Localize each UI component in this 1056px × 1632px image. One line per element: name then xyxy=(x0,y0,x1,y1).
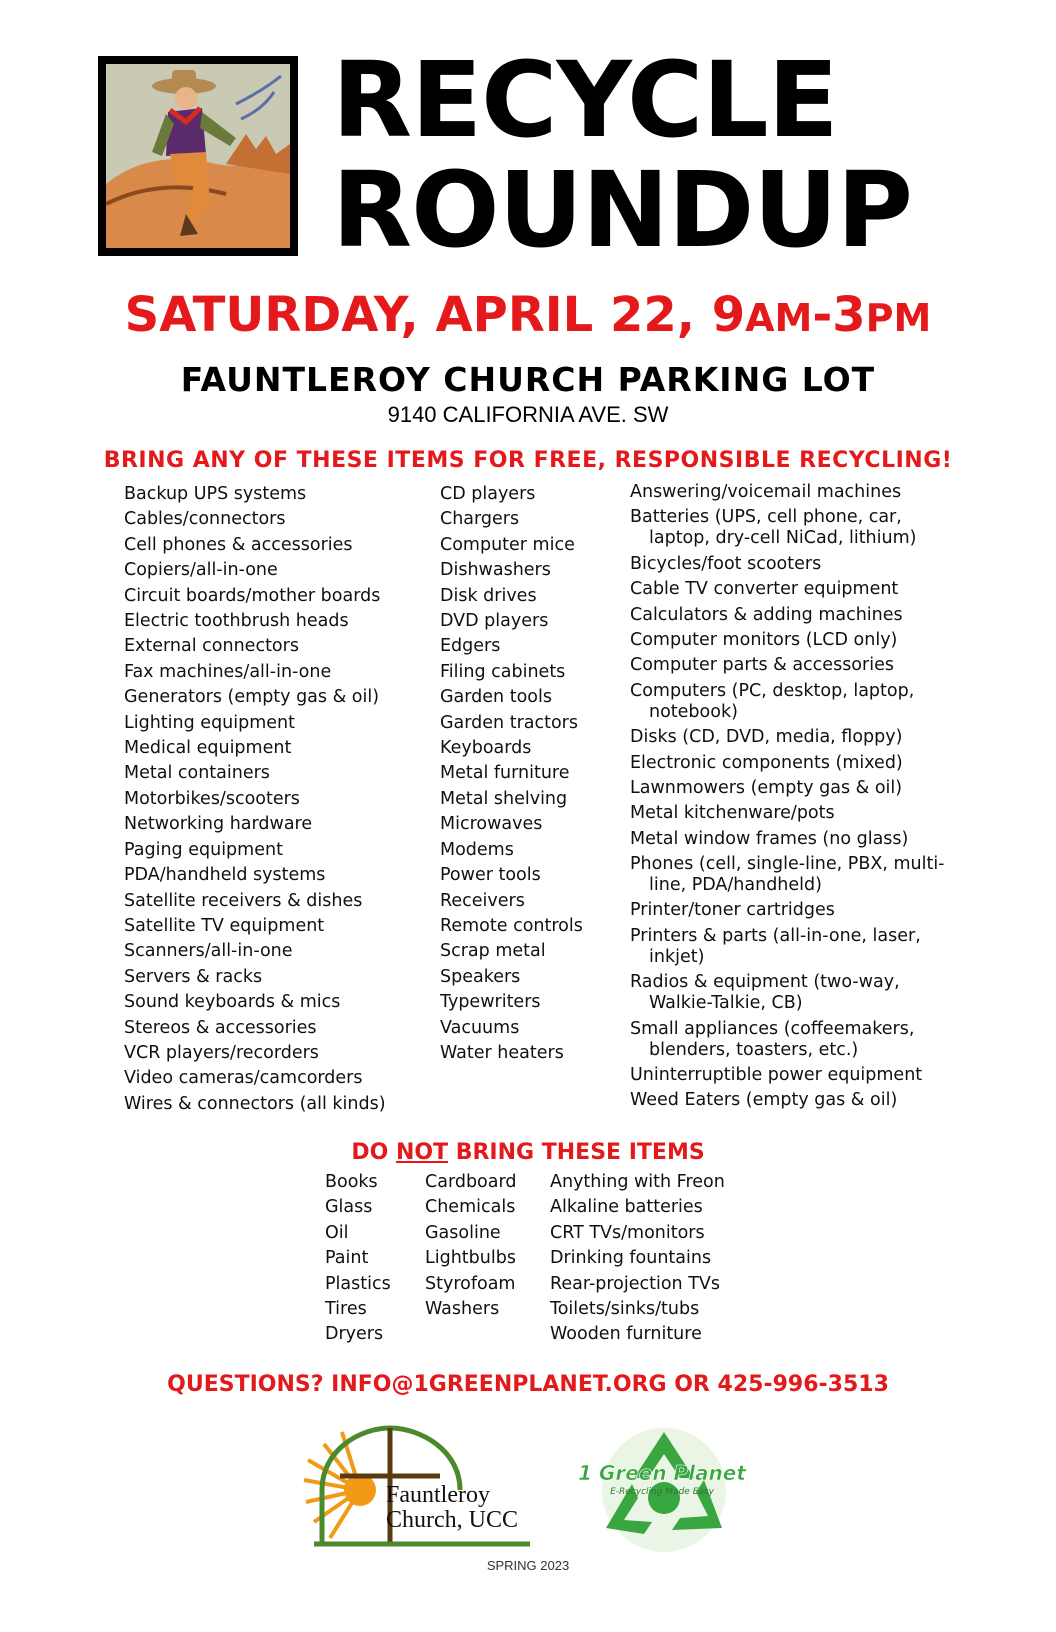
list-item: Metal shelving xyxy=(440,788,568,809)
list-item: Water heaters xyxy=(440,1042,564,1063)
list-item: Speakers xyxy=(440,966,521,987)
list-item: Metal window frames (no glass) xyxy=(630,828,909,849)
list-item: Dishwashers xyxy=(440,560,551,581)
list-item: Computer parts & accessories xyxy=(630,655,894,676)
event-day: SATURDAY, APRIL 22, xyxy=(124,287,712,343)
accepted-column-2 xyxy=(440,482,583,1066)
list-item: Radios & equipment (two-way, Walkie-Talkie, CB) xyxy=(630,972,900,1014)
rejected-heading-before: DO xyxy=(351,1140,396,1165)
list-item: Power tools xyxy=(440,865,541,886)
list-item: Backup UPS systems xyxy=(124,484,307,504)
list-item: Remote controls xyxy=(440,915,583,936)
list-item: Chemicals xyxy=(425,1197,516,1218)
list-item: Glass xyxy=(325,1197,373,1218)
list-item: CD players xyxy=(440,484,536,504)
list-item: Lighting equipment xyxy=(124,712,296,733)
address: 9140 CALIFORNIA AVE. SW xyxy=(387,402,669,427)
list-item: Sound keyboards & mics xyxy=(124,992,341,1013)
list-item: Stereos & accessories xyxy=(124,1017,317,1038)
list-item: Phones (cell, single-line, PBX, multi-line, PDA/handheld) xyxy=(630,854,945,896)
list-item: Tires xyxy=(325,1299,367,1320)
list-item: Satellite TV equipment xyxy=(124,915,325,936)
list-item: Weed Eaters (empty gas & oil) xyxy=(630,1090,898,1111)
list-item: Paging equipment xyxy=(124,839,283,860)
planet-tagline: E-Recycling Made Easy xyxy=(610,1487,714,1497)
list-item: Printer/toner cartridges xyxy=(630,900,835,921)
list-item: Lawnmowers (empty gas & oil) xyxy=(630,777,903,798)
title-line-2: ROUNDUP xyxy=(332,149,912,271)
list-item: Scrap metal xyxy=(440,941,546,962)
list-item: Servers & racks xyxy=(124,966,263,987)
rejected-column-3 xyxy=(550,1170,725,1348)
list-item: Metal kitchenware/pots xyxy=(630,803,835,824)
list-item: Electric toothbrush heads xyxy=(124,611,349,632)
list-item: Anything with Freon xyxy=(550,1172,725,1192)
list-item: Dryers xyxy=(325,1324,384,1345)
accepted-items-heading: BRING ANY OF THESE ITEMS FOR FREE, RESPONSIBLE RECYCLING! xyxy=(103,448,953,473)
end-suffix: PM xyxy=(865,296,932,340)
planet-name: 1 Green Planet xyxy=(578,1461,746,1485)
list-item: Typewriters xyxy=(440,992,541,1013)
start-suffix: AM xyxy=(745,296,813,340)
rejected-column-1 xyxy=(325,1170,391,1348)
list-item: Paint xyxy=(325,1248,369,1269)
church-name xyxy=(386,1483,518,1533)
list-item: Drinking fountains xyxy=(550,1248,712,1269)
list-item: Fax machines/all-in-one xyxy=(124,661,332,682)
start-hour: 9 xyxy=(711,287,746,343)
church-name-line-2: Church, UCC xyxy=(386,1507,518,1533)
list-item: Receivers xyxy=(440,890,525,911)
list-item: CRT TVs/monitors xyxy=(550,1222,705,1243)
rejected-column-2 xyxy=(425,1170,516,1322)
list-item: Wooden furniture xyxy=(550,1324,702,1345)
list-item: Toilets/sinks/tubs xyxy=(550,1299,700,1320)
list-item: Satellite receivers & dishes xyxy=(124,890,363,911)
list-item: Generators (empty gas & oil) xyxy=(124,687,380,708)
rejected-items-heading xyxy=(0,1140,1056,1165)
list-item: Printers & parts (all-in-one, laser, inkjet) xyxy=(630,925,921,967)
list-item: Metal furniture xyxy=(440,763,570,784)
list-item: VCR players/recorders xyxy=(124,1042,319,1063)
list-item: Copiers/all-in-one xyxy=(124,560,278,581)
cowboy-riding-horse-icon xyxy=(98,56,298,256)
list-item: Networking hardware xyxy=(124,814,313,835)
rejected-heading-not: NOT xyxy=(395,1140,449,1165)
end-hour: 3 xyxy=(832,287,866,343)
list-item: Filing cabinets xyxy=(440,661,566,682)
time-separator: - xyxy=(812,287,833,343)
list-item: Cell phones & accessories xyxy=(124,534,353,555)
title-line-1: RECYCLE xyxy=(332,39,838,161)
list-item: Computer monitors (LCD only) xyxy=(630,629,898,650)
list-item: Lightbulbs xyxy=(425,1248,516,1269)
list-item: Plastics xyxy=(325,1273,391,1294)
recycle-arrows-icon xyxy=(572,1418,752,1558)
list-item: Edgers xyxy=(440,636,501,657)
list-item: Vacuums xyxy=(440,1017,520,1038)
list-item: Small appliances (coffeemakers, blenders, toasters, etc.) xyxy=(630,1018,915,1060)
list-item: Uninterruptible power equipment xyxy=(630,1065,923,1086)
list-item: Wires & connectors (all kinds) xyxy=(124,1093,386,1114)
list-item: Cable TV converter equipment xyxy=(630,579,899,600)
list-item: Keyboards xyxy=(440,738,532,759)
list-item: PDA/handheld systems xyxy=(124,865,326,886)
rejected-heading-after: BRING THESE ITEMS xyxy=(448,1140,705,1165)
church-name-line-1: Fauntleroy xyxy=(386,1482,490,1508)
list-item: Books xyxy=(325,1172,378,1192)
list-item: Circuit boards/mother boards xyxy=(124,585,381,606)
list-item: Computer mice xyxy=(440,534,575,555)
list-item: Answering/voicemail machines xyxy=(630,482,902,502)
list-item: Modems xyxy=(440,839,514,860)
list-item: External connectors xyxy=(124,636,299,657)
list-item: Gasoline xyxy=(425,1222,501,1243)
list-item: Microwaves xyxy=(440,814,543,835)
list-item: Washers xyxy=(425,1299,500,1320)
list-item: Scanners/all-in-one xyxy=(124,941,293,962)
list-item: Cardboard xyxy=(425,1172,517,1192)
list-item: Bicycles/foot scooters xyxy=(630,553,822,574)
accepted-column-1 xyxy=(124,482,386,1117)
list-item: Motorbikes/scooters xyxy=(124,788,300,809)
list-item: Cables/connectors xyxy=(124,509,286,530)
list-item: Electronic components (mixed) xyxy=(630,752,903,773)
list-item: Alkaline batteries xyxy=(550,1197,703,1218)
list-item: Oil xyxy=(325,1222,349,1243)
list-item: Disks (CD, DVD, media, floppy) xyxy=(630,727,903,748)
list-item: Calculators & adding machines xyxy=(630,604,903,625)
list-item: Garden tractors xyxy=(440,712,578,733)
list-item: Computers (PC, desktop, laptop, notebook) xyxy=(630,680,915,722)
accepted-column-3 xyxy=(630,482,959,1116)
venue: FAUNTLEROY CHURCH PARKING LOT xyxy=(180,360,876,399)
list-item: Garden tools xyxy=(440,687,552,708)
list-item: Medical equipment xyxy=(124,738,292,759)
list-item: Metal containers xyxy=(124,763,270,784)
contact-line: QUESTIONS? INFO@1GREENPLANET.ORG OR 425-996-3513 xyxy=(167,1372,889,1397)
list-item: Chargers xyxy=(440,509,520,530)
list-item: DVD players xyxy=(440,611,549,632)
list-item: Disk drives xyxy=(440,585,537,606)
edition-label: SPRING 2023 xyxy=(486,1558,570,1573)
list-item: Video cameras/camcorders xyxy=(124,1068,363,1089)
list-item: Styrofoam xyxy=(425,1273,516,1294)
list-item: Rear-projection TVs xyxy=(550,1273,720,1294)
list-item: Batteries (UPS, cell phone, car, laptop, dry-cell NiCad, lithium) xyxy=(630,507,917,549)
event-date xyxy=(0,286,1056,347)
